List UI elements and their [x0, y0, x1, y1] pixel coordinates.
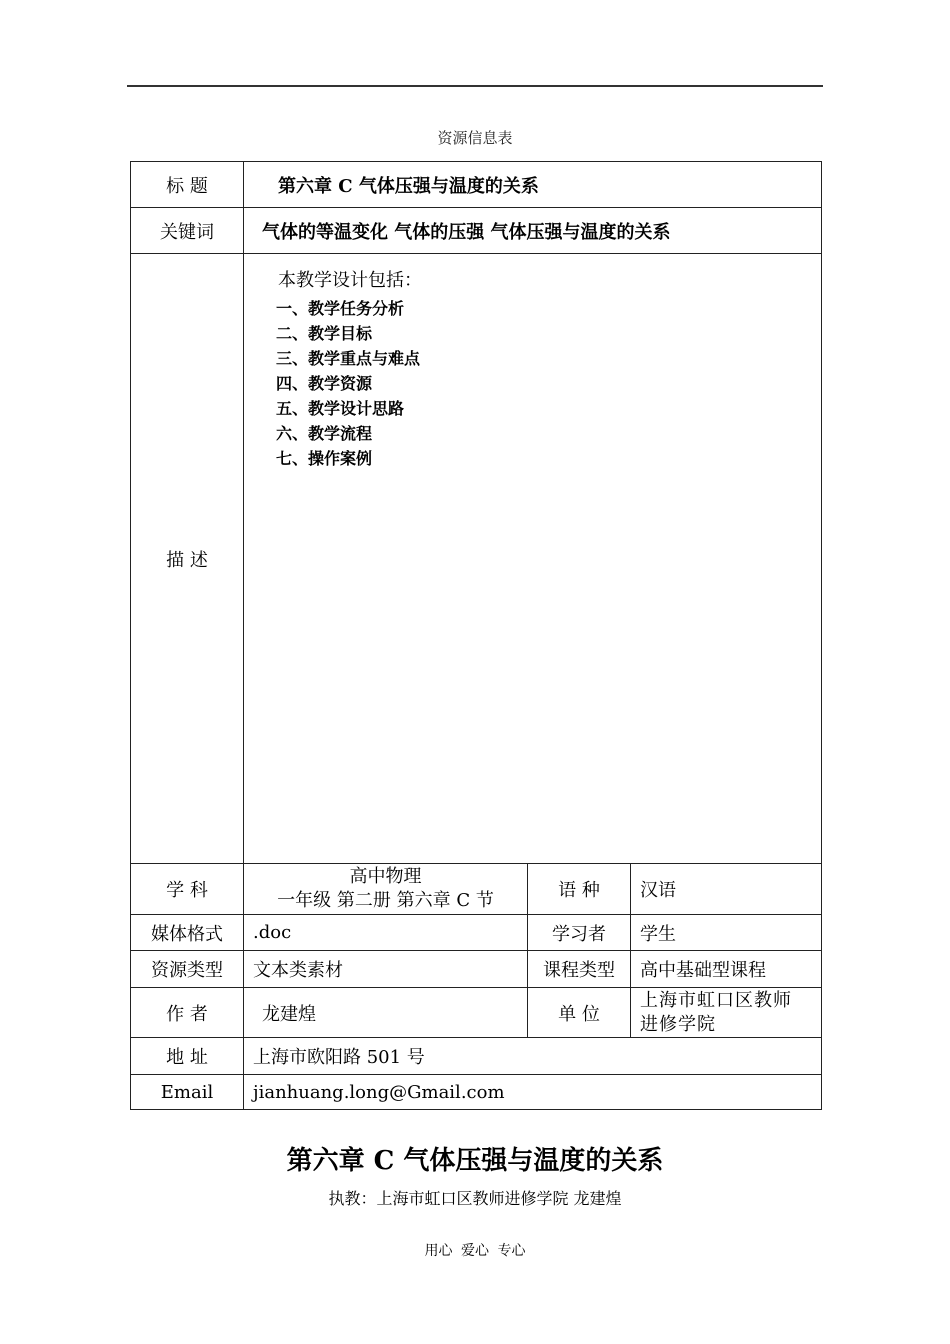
- course-type-label: 课程类型: [528, 951, 631, 988]
- learner-value: 学生: [631, 915, 822, 951]
- description-list: [276, 296, 821, 471]
- list-item: 一、教学任务分析: [276, 299, 405, 318]
- unit-value-line1: 上海市虹口区教师: [640, 989, 792, 1011]
- unit-value-line2: 进修学院: [640, 1013, 716, 1035]
- subject-value-line1: 高中物理: [349, 866, 422, 887]
- resource-type-value: 文本类素材: [244, 951, 528, 988]
- email-label: Email: [131, 1075, 244, 1110]
- list-item: 三、教学重点与难点: [276, 349, 421, 368]
- table-row-resource-type: [131, 951, 822, 988]
- table-row-keywords: [131, 208, 822, 254]
- email-value: jianhuang.long@Gmail.com: [244, 1075, 822, 1110]
- media-label: 媒体格式: [131, 915, 244, 951]
- language-value: 汉语: [631, 864, 822, 915]
- author-label: 作 者: [131, 988, 244, 1038]
- unit-value: [631, 988, 822, 1038]
- title-value: 第六章 C 气体压强与温度的关系: [244, 162, 822, 208]
- table-row-address: [131, 1038, 822, 1075]
- subject-value: [244, 864, 528, 915]
- document-title: 第六章 C 气体压强与温度的关系: [286, 1146, 664, 1176]
- resource-type-label: 资源类型: [131, 951, 244, 988]
- table-row-subject: [131, 864, 822, 915]
- description-label: 描 述: [131, 254, 244, 864]
- table-row-author: [131, 988, 822, 1038]
- table-row-email: [131, 1075, 822, 1110]
- table-row-media: [131, 915, 822, 951]
- table-caption: 资源信息表: [437, 129, 513, 147]
- address-value: 上海市欧阳路 501 号: [244, 1038, 822, 1075]
- list-item: 六、教学流程: [276, 424, 373, 443]
- subject-label: 学 科: [131, 864, 244, 915]
- course-type-value: 高中基础型课程: [631, 951, 822, 988]
- table-row-title: [131, 162, 822, 208]
- unit-label: 单 位: [528, 988, 631, 1038]
- author-value: 龙建煌: [244, 988, 528, 1038]
- title-label: 标 题: [131, 162, 244, 208]
- subject-value-line2: 一年级 第二册 第六章 C 节: [277, 890, 494, 911]
- media-value: .doc: [244, 915, 528, 951]
- description-intro: 本教学设计包括：: [278, 270, 422, 291]
- resource-info-table: [130, 161, 822, 1110]
- list-item: 五、教学设计思路: [276, 399, 405, 418]
- list-item: 二、教学目标: [276, 324, 373, 343]
- table-row-description: [131, 254, 822, 864]
- keywords-value: 气体的等温变化 气体的压强 气体压强与温度的关系: [244, 208, 822, 254]
- description-value: [244, 254, 822, 864]
- list-item: 四、教学资源: [276, 374, 373, 393]
- header-rule: [127, 85, 823, 87]
- learner-label: 学习者: [528, 915, 631, 951]
- address-label: 地 址: [131, 1038, 244, 1075]
- list-item: 七、操作案例: [276, 449, 373, 468]
- keywords-label: 关键词: [131, 208, 244, 254]
- language-label: 语 种: [528, 864, 631, 915]
- page-footer: 用心 爱心 专心: [424, 1243, 526, 1259]
- document-subtitle: 执教：上海市虹口区教师进修学院 龙建煌: [328, 1189, 622, 1208]
